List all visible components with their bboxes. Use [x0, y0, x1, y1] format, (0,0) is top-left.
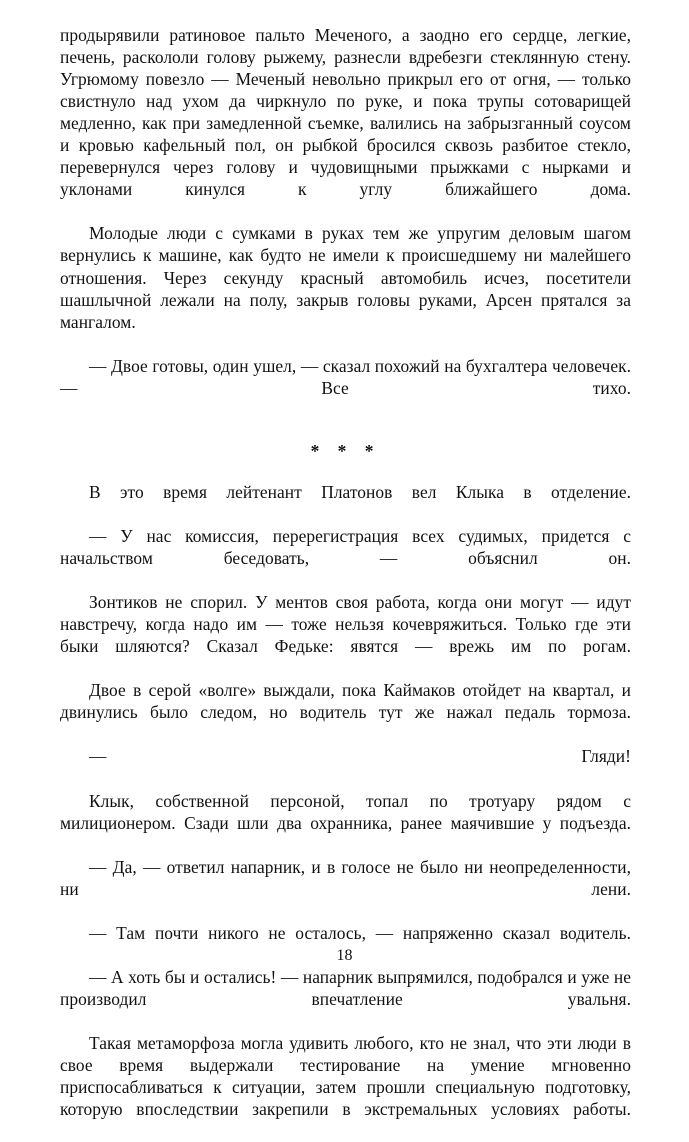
paragraph: Двое в серой «волге» выждали, пока Каймаков отойдет на квартал, и двинулись было следом, но водитель тут же нажал педаль тормоза. — [60, 680, 631, 723]
paragraph: — Двое готовы, один ушел, — сказал похожий на бухгалтера человечек. — Все тихо. — [60, 355, 631, 398]
paragraph: — У нас комиссия, перерегистрация всех судимых, придется с начальством беседовать, — объяснил он. — [60, 525, 631, 569]
page-number: 18 — [336, 947, 353, 964]
spacer — [60, 462, 631, 481]
paragraph: В это время лейтенант Платонов вел Клыка в отделение. — [89, 481, 631, 502]
paragraph: Молодые люди с сумками в руках тем же упругим деловым шагом вернулись к машине, как будто не имели к происшедшему ни малейшего отношения. Через секунду красный автомобиль исчез, посетители шашлычной лежали на полу, закрыв головы руками, Арсен прятался за мангалом. — [60, 223, 631, 332]
paragraph: продырявили ратиновое пальто Меченого, а заодно его сердце, легкие, печень, раскололи голову рыжему, разнесли вдребезги стеклянную стену. Угрюмому повезло — Меченый невольно прикрыл его от огня, — только свистнуло над ухом да чиркнуло по руке, и пока трупы сотоварищей медленно, как при замедленной съемке, валились на забрызганный соусом и кровью кафельный пол, он рыбкой бросился сквозь разбитое стекло, перевернулся через голову и чудовищными прыжками с нырками и уклонами кинулся к углу ближайшего дома. — [60, 25, 631, 200]
paragraph: Такая метаморфоза могла удивить любого, кто не знал, что эти люди в свое время выдержали тестирование на умение мгновенно приспосабливаться к ситуации, затем прошли специальную подготовку, которую впоследствии закрепили в экстремальных условиях работы. — [60, 1033, 631, 1120]
paragraph: — Там почти никого не осталось, — напряженно сказал водитель. — [89, 922, 631, 943]
paragraph: — Да, — ответил напарник, и в голосе не было ни неопределенности, ни лени. — [60, 856, 631, 899]
section-break-asterisks: * * * — [310, 440, 381, 461]
paragraph: — А хоть бы и остались! — напарник выпрямился, подобрался и уже не производил впечатление увальня. — [60, 966, 631, 1009]
paragraph: Клык, собственной персоной, топал по тротуару рядом с милиционером. Сзади шли два охранника, ранее маячившие у подъезда. — [60, 790, 631, 833]
paragraph: — Гляди! — [89, 746, 631, 767]
paragraph: Зонтиков не спорил. У ментов своя работа, когда они могут — идут навстречу, когда надо им — тоже нельзя кочевряжиться. Только где эти быки шляются? Сказал Федьке: явятся — врежь им по рогам. — [60, 592, 631, 657]
text-column — [60, 24, 631, 1142]
spacer — [60, 421, 631, 440]
